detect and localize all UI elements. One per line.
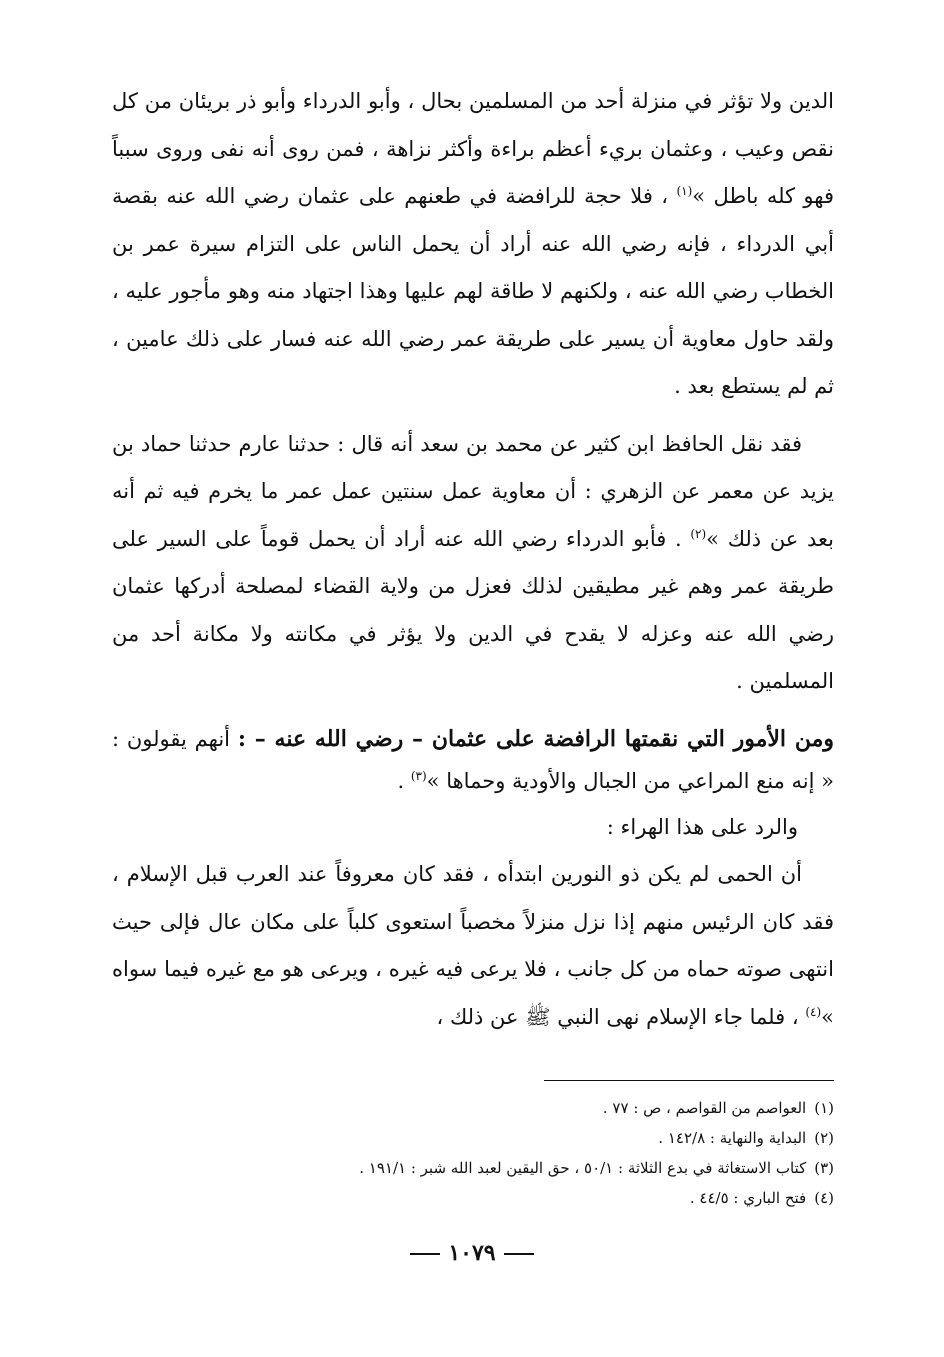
paragraph-1-text: الدين ولا تؤثر في منزلة أحد من المسلمين بحال ، وأبو الدرداء وأبو ذر بريئان من كل نقص وعيب ، وعثمان بريء أعظم براءة وأكثر نزاهة ، فمن روى أنه نفى وروى سبباً فهو كله باطل » [112,89,834,208]
footnote-number: (١) [814,1099,834,1117]
paragraph-3-text: أنهم يقولون : « إنه منع المراعي من الجبال والأودية وحماها » [112,726,834,793]
page-number-dash-right [504,1253,534,1255]
paragraph-1-continued: ، فلا حجة للرافضة في طعنهم على عثمان رضي الله عنه بقصة أبي الدرداء ، فإنه رضي الله عنه أراد أن يحمل الناس على التزام سيرة عمر بن الخطاب رضي الله عنه ، ولكنهم لا طاقة لهم عليها وهذا اجتهاد منه وهو مأجور عليه ، ولقد حاول معاوية أن يسير على طريقة عمر رضي الله عنه فسار على ذلك عامين ، ثم لم يستطع بعد . [112,184,834,398]
footnote-ref-2: (٢) [690,526,707,541]
paragraph-2 [112,421,834,706]
footnote-ref-4: (٤) [805,1004,822,1019]
footnote-ref-1: (١) [676,184,693,198]
main-text [112,78,834,1041]
paragraph-4 [112,804,834,852]
footnote-text: فتح الباري : ٤٤/٥ . [689,1189,807,1207]
footnote-item [112,1153,834,1183]
footnote-ref-3: (٣) [410,768,427,783]
paragraph-2-text: فقد نقل الحافظ ابن كثير عن محمد بن سعد أنه قال : حدثنا عارم حدثنا حماد بن يزيد عن معمر عن الزهري : أن معاوية عمل سنتين عمل عمر ما يخرم فيه ثم أنه بعد عن ذلك » [112,431,835,551]
page-number [0,1240,944,1266]
section-heading: ومن الأمور التي نقمتها الرافضة على عثمان – رضي الله عنه – : [237,725,834,752]
footnote-text: العواصم من القواصم ، ص : ٧٧ . [602,1099,807,1117]
footnotes-list [112,1093,834,1213]
footnote-text: البداية والنهاية : ١٤٢/٨ . [658,1129,807,1147]
footnote-number: (٢) [814,1129,834,1147]
footnote-divider [544,1080,834,1081]
page-number-value: ١٠٧٩ [448,1240,496,1266]
paragraph-5-continued: ، فلما جاء الإسلام نهى النبي ﷺ عن ذلك ، [436,1004,799,1029]
footnote-number: (٣) [814,1159,834,1177]
reply-heading: والرد على هذا الهراء : [606,814,798,839]
paragraph-5-text: أن الحمى لم يكن ذو النورين ابتدأه ، فقد كان معروفاً عند العرب قبل الإسلام ، فقد كان الرئيس منهم إذا نزل منزلاً مخصباً استعوى كلباً على مكان عال فإلى حيث انتهى صوته حماه من كل جانب ، فلا يرعى فيه غيره ، ويرعى هو مع غيره فيما سواه » [112,862,834,1029]
footnote-number: (٤) [814,1189,834,1207]
footnote-item [112,1123,834,1153]
footnote-item [112,1183,834,1213]
paragraph-3 [112,718,834,802]
paragraph-1 [112,78,834,411]
page-number-dash-left [410,1253,440,1255]
paragraph-3-end: . [397,768,405,793]
paragraph-5 [112,851,834,1041]
footnote-item [112,1093,834,1123]
paragraph-2-continued: . فأبو الدرداء رضي الله عنه أراد أن يحمل قوماً على السير على طريقة عمر وهم غير مطيقين لذلك فعزل من ولاية القضاء لمصلحة أدركها عثمان رضي الله عنه وعزله لا يقدح في الدين ولا يؤثر في مكانته ولا مكانة أحد من المسلمين . [112,526,834,693]
footnote-text: كتاب الاستغاثة في بدع الثلاثة : ٥٠/١ ، حق اليقين لعبد الله شبر : ١٩١/١ . [359,1159,807,1177]
